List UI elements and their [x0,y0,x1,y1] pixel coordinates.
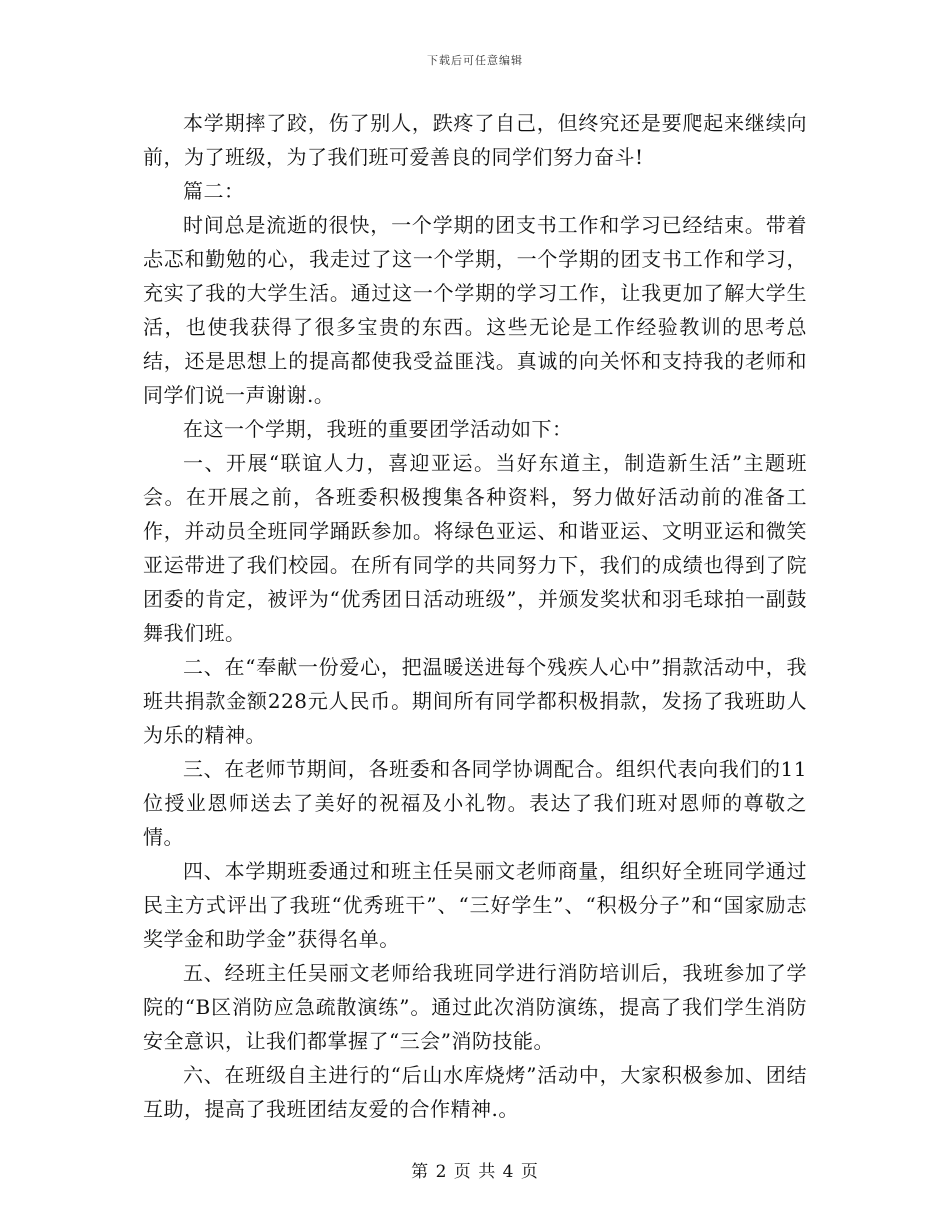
paragraph-9: 五、经班主任吴丽文老师给我班同学进行消防培训后，我班参加了学院的“B区消防应急疏散演练”。通过此次消防演练，提高了我们学生消防安全意识，让我们都掌握了“三会”消防技能。 [143,961,807,1053]
paragraph-3: 时间总是流逝的很快，一个学期的团支书工作和学习已经结束。带着忐忑和勤勉的心，我走过了这一个学期，一个学期的团支书工作和学习，充实了我的大学生活。通过这一个学期的学习工作，让我更加了解大学生活，也使我获得了很多宝贵的东西。这些无论是工作经验教训的思考总结，还是思想上的提高都使我受益匪浅。真诚的向关怀和支持我的老师和同学们说一声谢谢.。 [143,213,807,407]
paragraph-1: 本学期摔了跤，伤了别人，跌疼了自己，但终究还是要爬起来继续向前，为了班级，为了我们班可爱善良的同学们努力奋斗! [143,111,807,169]
paragraph-5: 一、开展“联谊人力，喜迎亚运。当好东道主，制造新生活”主题班会。在开展之前，各班委积极搜集各种资料，努力做好活动前的准备工作，并动员全班同学踊跃参加。将绿色亚运、和谐亚运、文明亚运和微笑亚运带进了我们校园。在所有同学的共同努力下，我们的成绩也得到了院团委的肯定，被评为“优秀团日活动班级”，并颁发奖状和羽毛球拍一副鼓舞我们班。 [143,451,807,645]
page-header: 下载后可任意编辑 [427,54,523,67]
paragraph-8: 四、本学期班委通过和班主任吴丽文老师商量，组织好全班同学通过民主方式评出了我班“优秀班干”、“三好学生”、“积极分子”和“国家励志奖学金和助学金”获得名单。 [143,859,807,951]
document-body [143,106,807,1126]
paragraph-2: 篇二： [183,179,245,203]
paragraph-4: 在这一个学期，我班的重要团学活动如下： [183,417,573,441]
page-footer: 第 2 页 共 4 页 [411,1162,539,1182]
paragraph-6: 二、在“奉献一份爱心，把温暖送进每个残疾人心中”捐款活动中，我班共捐款金额228元人民币。期间所有同学都积极捐款，发扬了我班助人为乐的精神。 [143,655,807,747]
paragraph-10: 六、在班级自主进行的“后山水库烧烤”活动中，大家积极参加、团结互助，提高了我班团结友爱的合作精神.。 [143,1063,807,1121]
paragraph-7: 三、在老师节期间，各班委和各同学协调配合。组织代表向我们的11位授业恩师送去了美好的祝福及小礼物。表达了我们班对恩师的尊敬之情。 [143,757,807,849]
